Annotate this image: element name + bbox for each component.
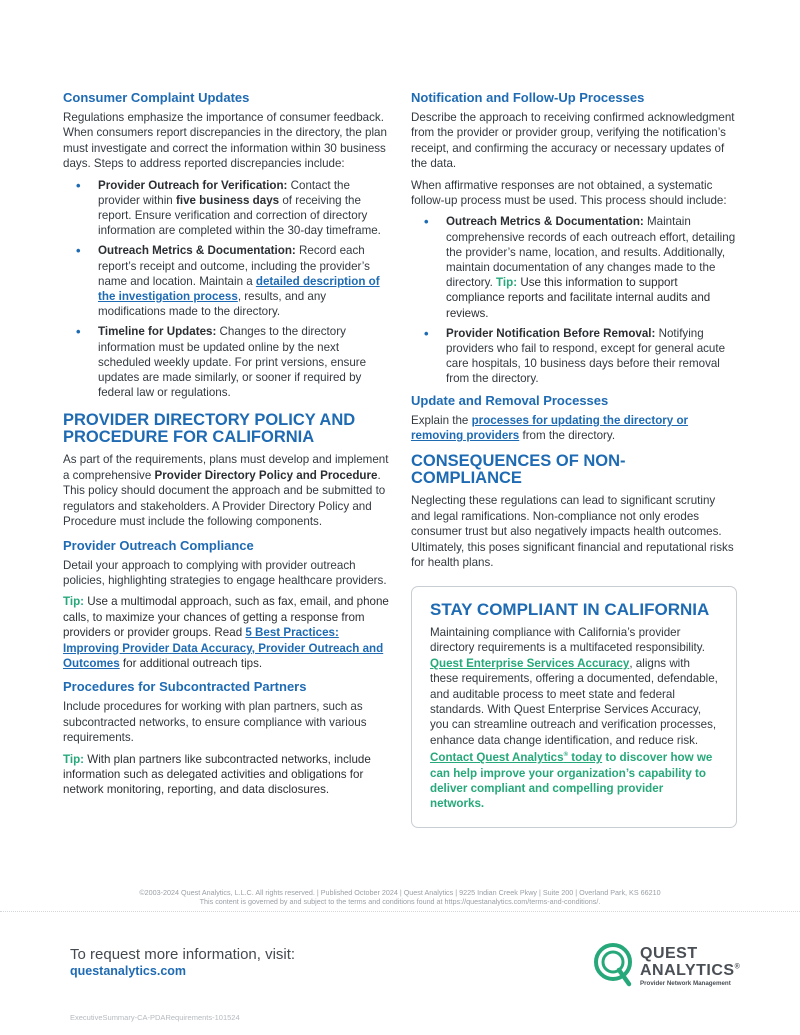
document-id: ExecutiveSummary-CA-PDARequirements-101524 xyxy=(70,1013,240,1022)
subcontracted-heading: Procedures for Subcontracted Partners xyxy=(63,679,307,695)
bullet-icon: • xyxy=(76,243,81,259)
contact-quest-link[interactable]: Contact Quest Analytics® today xyxy=(430,751,603,765)
stay-compliant-callout xyxy=(411,586,737,828)
notification-heading: Notification and Follow-Up Processes xyxy=(411,90,645,105)
copyright-line: ©2003-2024 Quest Analytics, L.L.C. All rights reserved. | Published October 2024 | Quest Analytics | 9225 Indian Creek Pkwy | Suite 200 | Overland Park, KS 66210 xyxy=(139,888,661,897)
complaint-steps-list xyxy=(63,178,390,401)
list-item xyxy=(411,214,736,320)
bullet-text: Changes to the directory information must be updated online by the next scheduled weekly update. For print versions, ensure updates are made similarly, or sooner if required by federal law or regulations. xyxy=(98,325,367,400)
bullet-title: Provider Notification Before Removal: xyxy=(446,326,656,340)
callout-heading: STAY COMPLIANT IN CALIFORNIA xyxy=(430,600,710,619)
bullet-text: , results, and any modifications made to the directory. xyxy=(98,290,327,319)
bullet-icon: • xyxy=(76,324,81,340)
bullet-icon: • xyxy=(424,325,429,341)
investigation-process-link[interactable]: detailed description of the investigation process xyxy=(98,274,380,304)
callout-text: Maintaining compliance with California’s provider directory requirements is a multifaceted responsibility. Quest Enterprise Services Accuracy, aligns with these requirements, offering a documented, defendable, and auditable process to meet state and federal standards. With Quest Enterprise Services Accuracy, you can streamline outreach and verification processes, enhance data change identification, and reduce risk. Contact Quest Analytics® today to discover how we can help improve your organization’s capability to deliver compliant and compelling provider networks. xyxy=(430,626,718,811)
bullet-text: Maintain comprehensive records of each outreach effort, detailing the provider’s name, location, and results. Additionally, maintain documentation of any changes made to the directory. xyxy=(446,215,736,290)
enterprise-services-link[interactable]: Quest Enterprise Services Accuracy xyxy=(430,656,630,670)
terms-line: This content is governed by and subject to the terms and conditions found at https://questanalytics.com/terms-and-conditions/. xyxy=(199,897,601,906)
consumer-complaint-heading: Consumer Complaint Updates xyxy=(63,90,250,105)
bullet-text: Contact the provider within xyxy=(98,178,350,207)
bullet-title: Outreach Metrics & Documentation: xyxy=(98,244,296,258)
subcontracted-para: Include procedures for working with plan partners, such as subcontracted networks, to ensure compliance with various requirements. xyxy=(63,700,367,745)
policy-heading: PROVIDER DIRECTORY POLICY AND PROCEDURE FOR CALIFORNIA xyxy=(63,411,356,447)
consumer-complaint-para: Regulations emphasize the importance of consumer feedback. When consumers report discrepancies in the directory, the plan must investigate and correct the information within 30 business days. Steps to address reported discrepancies include: xyxy=(63,111,387,171)
update-removal-link[interactable]: processes for updating the directory or removing providers xyxy=(411,413,689,443)
left-column xyxy=(63,90,390,804)
list-item xyxy=(63,324,390,400)
bullet-title: Outreach Metrics & Documentation: xyxy=(446,215,644,229)
request-info-text: To request more information, visit: xyxy=(70,946,296,963)
update-removal-heading: Update and Removal Processes xyxy=(411,392,609,408)
tip-label: Tip: xyxy=(496,276,518,290)
outreach-tip: Tip: Use a multimodal approach, such as fax, email, and phone calls, to maximize your chances of getting a response from providers or provider groups. Read 5 Best Practices: Improving Provider Data Accuracy, Provider Outreach and Outcomes for additional outreach tips. xyxy=(63,595,389,670)
logo-tagline: Provider Network Management xyxy=(640,980,731,987)
tip-label: Tip: xyxy=(63,752,85,766)
bullet-icon: • xyxy=(76,177,81,193)
footer-divider xyxy=(0,911,800,912)
consequences-heading: CONSEQUENCES OF NON-COMPLIANCE xyxy=(411,452,626,488)
policy-para: As part of the requirements, plans must develop and implement a comprehensive Provider Directory Policy and Procedure. This policy should document the approach and be submitted to regulators and stakeholders. A Provider Directory Policy and Procedure must include the following components. xyxy=(63,453,389,529)
bullet-title: Timeline for Updates: xyxy=(98,325,217,339)
logo-word-analytics: ANALYTICS® xyxy=(640,962,741,979)
followup-list xyxy=(411,214,736,386)
bullet-title: Provider Outreach for Verification: xyxy=(98,178,288,192)
right-column xyxy=(411,90,736,577)
notification-para-1: Describe the approach to receiving confirmed acknowledgment from the provider or provider group, verifying the notification’s receipt, and confirming the accuracy or necessary updates of the data. xyxy=(411,111,735,171)
list-item xyxy=(63,243,390,319)
bullet-text: of receiving the report. Ensure verification and correction of directory information are completed within the 30-day timeframe. xyxy=(98,193,381,238)
bullet-text: Notifying providers who fail to respond, except for general acute care hospitals, 10 business days before their removal from the directory. xyxy=(446,326,726,386)
website-link[interactable]: questanalytics.com xyxy=(70,964,187,978)
subcontracted-tip: Tip: With plan partners like subcontracted networks, include information such as delegated activities and obligations for network monitoring, reporting, and data disclosures. xyxy=(63,752,371,797)
quest-q-logo-icon xyxy=(593,942,635,988)
outreach-compliance-para: Detail your approach to complying with provider outreach policies, highlighting strategies to engage healthcare providers. xyxy=(63,558,387,587)
list-item xyxy=(63,178,390,239)
quest-analytics-logo xyxy=(593,942,743,990)
list-item xyxy=(411,326,736,387)
logo-word-quest: QUEST xyxy=(640,945,698,962)
update-removal-para: Explain the processes for updating the directory or removing providers from the directory. xyxy=(411,413,689,443)
tip-label: Tip: xyxy=(63,595,85,609)
tip-text: Use this information to support compliance reports and facilitate internal audits and reviews. xyxy=(446,276,711,320)
outreach-compliance-heading: Provider Outreach Compliance xyxy=(63,537,254,553)
bullet-emphasis: five business days xyxy=(175,193,280,207)
bullet-icon: • xyxy=(424,214,429,230)
legal-notice xyxy=(0,888,800,906)
callout-cta: to discover how we can help improve your organization’s capability to deliver compliant and compelling provider networks. xyxy=(430,751,713,811)
bullet-text: Record each report’s receipt and outcome, including the provider’s name and location. Maintain a xyxy=(98,244,370,288)
best-practices-link[interactable]: 5 Best Practices: Improving Provider Data Accuracy, Provider Outreach and Outcomes xyxy=(63,626,384,670)
consequences-para: Neglecting these regulations can lead to significant scrutiny and legal ramifications. Non-compliance not only erodes consumer trust but also negatively impacts health outcomes. Ultimately, this poses significant financial and reputational risks for health plans. xyxy=(411,494,734,570)
notification-para-2: When affirmative responses are not obtained, a systematic follow-up process must be used. This process should include: xyxy=(411,178,727,208)
